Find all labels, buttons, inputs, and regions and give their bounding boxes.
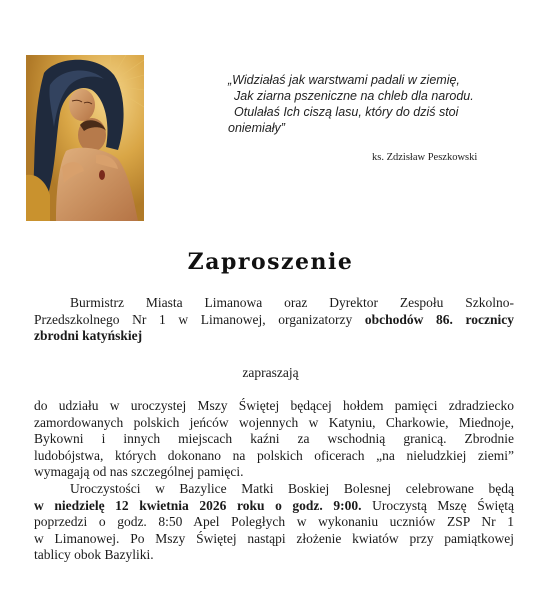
quote-line-4: oniemiały” (228, 121, 285, 135)
pieta-image (26, 55, 144, 221)
paragraph1-line-2-bold: obchodów 86. rocznicy (364, 311, 515, 327)
quote-block (228, 72, 528, 136)
paragraph-schedule (34, 481, 514, 564)
paragraph1-line-3-bold: zbrodni katyńskiej (34, 328, 143, 343)
quote-author: ks. Zdzisław Peszkowski (372, 152, 478, 163)
paragraph2-line-2: zamordowanych polskich jeńców wojennych w Katyniu, Charkowie, Miednoje, (34, 414, 514, 430)
paragraph2-line-1: do udziału w uroczystej Mszy Świętej będącej hołdem pamięci zdradziecko (34, 398, 514, 413)
paragraph2-line-5: wymagają od nas szczególnej pamięci. (34, 464, 244, 479)
paragraph3-line-4: w Limanowej. Po Mszy Świętej nastąpi złożenie kwiatów przy pamiątkowej (34, 530, 514, 546)
paragraph2-line-3: Bykowni i innych miejscach kaźni za wschodnią granicą. Zbrodnie (34, 431, 514, 446)
quote-line-1: „Widziałaś jak warstwami padali w ziemię, (228, 73, 460, 87)
paragraph1-line-2-text: Przedszkolnego Nr 1 w Limanowej, organizatorzy (34, 311, 365, 327)
pieta-icon-painting (26, 55, 144, 221)
paragraph3-line-3: poprzedzi o godz. 8:50 Apel Poległych w wykonaniu uczniów ZSP Nr 1 (34, 514, 514, 529)
paragraph-mass-purpose (34, 398, 514, 481)
page-title: Zaproszenie (187, 249, 354, 275)
paragraph3-date-bold: w niedzielę 12 kwietnia 2026 roku o godz. 9:00. (34, 497, 362, 513)
paragraph2-line-4: ludobójstwa, których dokonano na polskich oficerach „na nieludzkiej ziemi” (34, 447, 514, 463)
paragraph-organizers (34, 295, 514, 345)
paragraph1-line-1: Burmistrz Miasta Limanowa oraz Dyrektor Zespołu Szkolno- (70, 295, 514, 310)
paragraph1-line-3 (34, 328, 514, 345)
paragraph3-line-2 (34, 498, 514, 515)
paragraph3-line-1: Uroczystości w Bazylice Matki Boskiej Bolesnej celebrowane będą (70, 481, 514, 496)
invite-word: zapraszają (242, 365, 299, 380)
quote-line-3: Otulałaś Ich ciszą lasu, który do dziś stoi (234, 105, 459, 119)
quote-line-2: Jak ziarna pszeniczne na chleb dla narodu. (234, 89, 474, 103)
paragraph1-line-2 (34, 312, 514, 329)
paragraph3-line-5: tablicy obok Bazyliki. (34, 547, 154, 562)
paragraph3-line-2-text: Uroczystą Mszę Świętą (361, 497, 514, 513)
